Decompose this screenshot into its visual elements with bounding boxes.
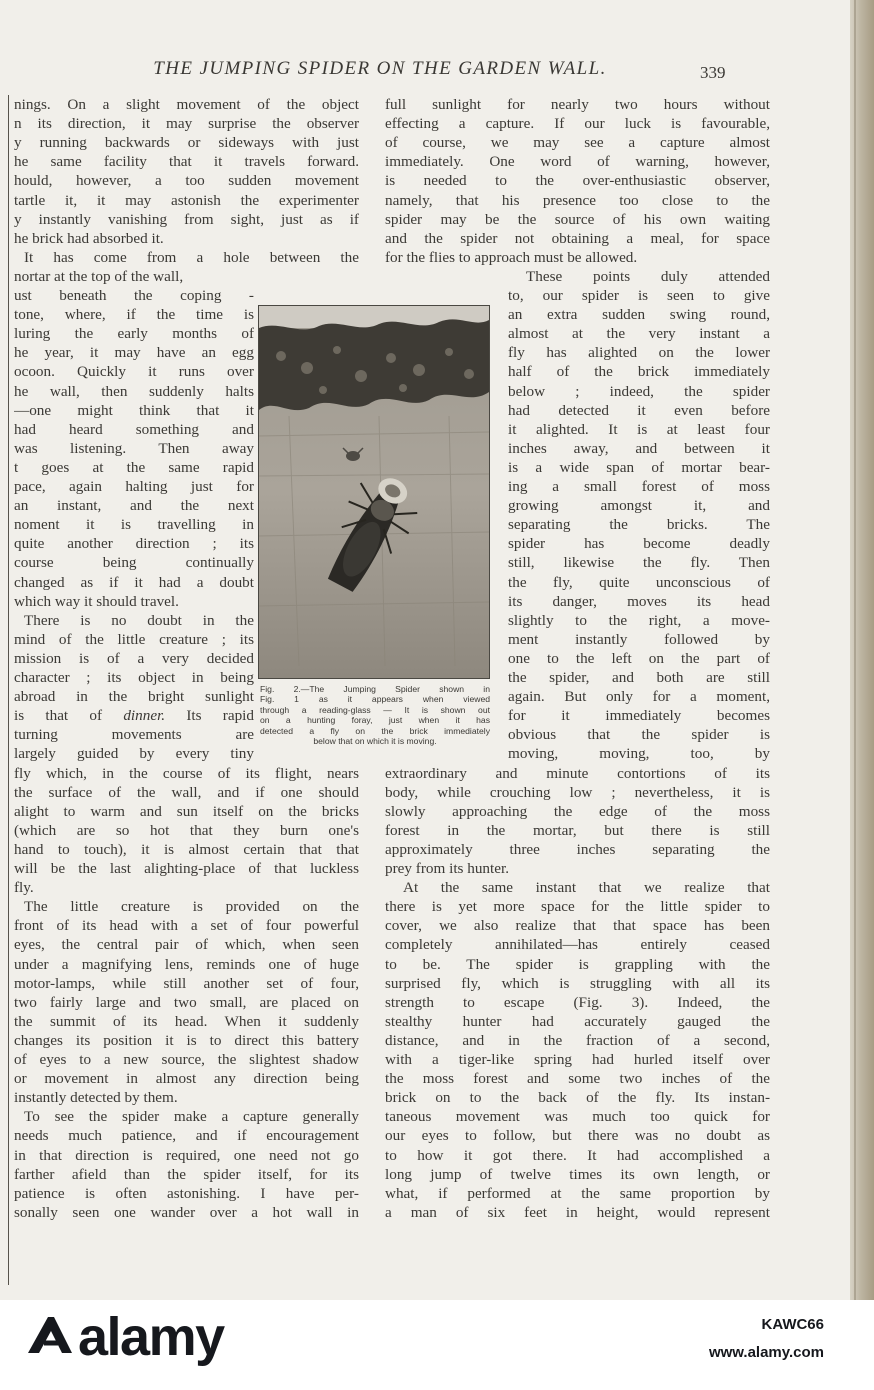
text-line: surprised fly, which is struggling with all its (385, 974, 770, 992)
text-line: again. But only for a moment, (508, 688, 770, 706)
caption-line: Fig. 1 as it appears when viewed (260, 694, 490, 705)
text-line: —one might think that it (14, 401, 254, 419)
text-line: body, while crouching low ; nevertheless, it is (385, 783, 770, 801)
text-line: fly. (14, 879, 34, 897)
text-line: course being continually (14, 554, 254, 572)
text-line: hould, however, a too sudden movement (14, 172, 359, 190)
text-line: effecting a capture. If our luck is favourable, (385, 115, 770, 133)
text-line: forest in the mortar, but there is still (385, 821, 770, 839)
text-line: moving, moving, too, by (508, 745, 770, 763)
text-line: one to the left on the part of (508, 649, 770, 667)
text-line: the spider, and both are still (508, 669, 770, 686)
text-line: what, if performed at the same proportion by (385, 1184, 770, 1202)
figure-caption (260, 684, 490, 746)
text-line: ust beneath the coping - (14, 287, 254, 304)
text-line: growing amongst it, and (508, 497, 770, 515)
text-line: completely annihilated—has entirely ceased (385, 936, 770, 954)
text-line: slightly to the right, a move- (508, 611, 770, 629)
spider-on-brick-photo (259, 306, 489, 678)
text-line: to, our spider is seen to give (508, 287, 770, 304)
text-line: under a magnifying lens, reminds one of huge (14, 955, 359, 973)
caption-line: detected a fly on the brick immediately (260, 725, 490, 736)
text-line: the fly, quite unconscious of (508, 573, 770, 591)
text-line: pace, again halting just for (14, 478, 254, 495)
text-line: it alighted. It is at least four (508, 420, 770, 438)
text-line: long jump of twelve times its own length, or (385, 1165, 770, 1183)
text-line: which way it should travel. (14, 592, 179, 610)
text-line: inches away, and between it (508, 439, 770, 457)
text-line: At the same instant that we realize that (403, 879, 770, 897)
text-line: changes its position it is to direct this battery (14, 1031, 359, 1049)
text-line: noment it is travelling in (14, 516, 254, 534)
text-line: cover, we also realize that that space has been (385, 917, 770, 935)
text-line: still, likewise the fly. Then (508, 554, 770, 572)
text-line: the moss forest and some two inches of the (385, 1070, 770, 1088)
text-line: spider may be the source of his own waiting (385, 210, 770, 228)
caption-line: Fig. 2.—The Jumping Spider shown in (260, 684, 490, 694)
text-line: he same facility that it travels forward. (14, 153, 359, 171)
text-line: motor-lamps, while still another set of four, (14, 974, 359, 992)
text-line: with a tiger-like spring had hurled itself over (385, 1051, 770, 1068)
text-line: y instantly vanishing from sight, just as if (14, 210, 359, 228)
text-line: sonally seen one wander over a hot wall in (14, 1203, 359, 1221)
text-line: instantly detected by them. (14, 1089, 178, 1107)
text-line: tartle it, it may astonish the experimenter (14, 191, 359, 209)
text-line: slowly approaching the edge of the moss (385, 802, 770, 820)
text-line: fly which, in the course of its flight, nears (14, 764, 359, 782)
alamy-logo (24, 1307, 224, 1367)
text-line: to how it got there. It had accomplished a (385, 1146, 770, 1164)
text-line: t goes at the same rapid (14, 458, 254, 476)
text-line: immediately. One word of warning, however, (385, 153, 770, 171)
text-line: y running backwards or sideways with just (14, 134, 359, 152)
text-line: he brick had absorbed it. (14, 229, 164, 247)
text-line: patience is often astonishing. I have per- (14, 1184, 359, 1202)
text-line: luring the early months of (14, 325, 254, 343)
text-line: nortar at the top of the wall, (14, 267, 184, 285)
image-id: KAWC66 (761, 1316, 824, 1333)
text-line: changed as if it had a doubt (14, 573, 254, 591)
text-line: the summit of its head. When it suddenly (14, 1012, 359, 1030)
text-line: mission is of a very decided (14, 649, 254, 667)
text-line: character ; its object in being (14, 669, 254, 686)
text-line: quite another direction ; its (14, 535, 254, 553)
text-line: for the flies to approach must be allowed. (385, 248, 638, 266)
text-line: will be the last alighting-place of that luckless (14, 860, 359, 877)
text-line: brick on to the back of the fly. Its instan- (385, 1089, 770, 1107)
text-line: taneous movement was much too quick for (385, 1108, 770, 1126)
text-line: strength to escape (Fig. 3). Indeed, the (385, 993, 770, 1011)
watermark-url[interactable]: www.alamy.com (708, 1344, 824, 1361)
text-line: an extra sudden swing round, (508, 306, 770, 324)
text-line: alight to warm and sun itself on the bricks (14, 802, 359, 820)
alamy-wordmark: alamy (78, 1307, 224, 1367)
gutter-rule (8, 95, 9, 1285)
text-line: the surface of the wall, and if one should (14, 783, 359, 801)
text-line: he wall, then suddenly halts (14, 382, 254, 400)
running-head: THE JUMPING SPIDER ON THE GARDEN WALL. (153, 58, 607, 79)
text-line: eyes, the central pair of which, when seen (14, 936, 359, 954)
text-line: To see the spider make a capture generally (24, 1108, 359, 1126)
text-line: tone, where, if the time is (14, 306, 254, 324)
text-line: full sunlight for nearly two hours without (385, 96, 770, 113)
text-line: nings. On a slight movement of the object (14, 96, 359, 113)
text-line: had detected it even before (508, 401, 770, 419)
text-line: There is no doubt in the (24, 611, 254, 629)
caption-line: through a reading-glass — It is shown out (260, 704, 490, 715)
text-line: mind of the little creature ; its (14, 630, 254, 648)
text-line: its danger, moves its head (508, 592, 770, 610)
text-line: is needed to the over-enthusiastic observer, (385, 172, 770, 190)
text-line: The little creature is provided on the (24, 898, 359, 916)
caption-line: below that on which it is moving. (313, 736, 437, 747)
text-line: below ; indeed, the spider (508, 382, 770, 400)
text-line: (which are so hot that they burn one's (14, 821, 359, 839)
text-line: obvious that the spider is (508, 726, 770, 744)
text-line: a man of six feet in height, would represent (385, 1203, 770, 1221)
text-line: ing a small forest of moss (508, 478, 770, 495)
text-line: approximately three inches separating the (385, 840, 770, 858)
text-line: These points duly attended (526, 267, 770, 285)
alamy-a-icon (24, 1313, 76, 1357)
text-line: ocoon. Quickly it runs over (14, 363, 254, 381)
text-line: distance, and in the fraction of a second, (385, 1031, 770, 1049)
figure-photograph (258, 305, 490, 679)
text-line: almost at the very instant a (508, 325, 770, 343)
text-line: is that of dinner. Its rapid (14, 707, 254, 725)
text-line: of eyes to a new source, the slightest shadow (14, 1051, 359, 1068)
text-line: was listening. Then away (14, 439, 254, 457)
text-line: to be. The spider is grappling with the (385, 955, 770, 973)
text-line: half of the brick immediately (508, 363, 770, 381)
page-number: 339 (700, 63, 726, 82)
text-line: needs much patience, and if encouragement (14, 1127, 359, 1145)
text-line: namely, that his presence too close to the (385, 191, 770, 209)
text-line: and the spider not obtaining a meal, for space (385, 229, 770, 247)
page-edge (850, 0, 874, 1300)
text-line: of course, we may see a capture almost (385, 134, 770, 152)
text-line: prey from its hunter. (385, 860, 510, 877)
text-line: ment instantly followed by (508, 630, 770, 648)
text-line: is a wide span of mortar bear- (508, 458, 770, 476)
text-line: there is yet more space for the little spider to (385, 898, 770, 916)
caption-line: on a hunting foray, just when it has (260, 715, 490, 726)
text-line: he year, it may have an egg (14, 344, 254, 362)
text-line: extraordinary and minute contortions of its (385, 764, 770, 782)
text-line: stealthy hunter had accurately gauged the (385, 1012, 770, 1030)
text-line: an instant, and the next (14, 497, 254, 515)
text-line: front of its head with a set of four powerful (14, 917, 359, 935)
text-line: for it immediately becomes (508, 707, 770, 725)
text-line: separating the bricks. The (508, 516, 770, 534)
text-line: our eyes to follow, but there was no doubt as (385, 1127, 770, 1145)
text-line: largely guided by every tiny (14, 745, 254, 763)
text-line: had heard something and (14, 420, 254, 438)
text-line: or movement in almost any direction being (14, 1070, 359, 1088)
text-line: fly has alighted on the lower (508, 344, 770, 362)
text-line: turning movements are (14, 726, 254, 744)
text-line: abroad in the bright sunlight (14, 688, 254, 706)
text-line: It has come from a hole between the (24, 248, 359, 266)
text-line: n its direction, it may surprise the observer (14, 115, 359, 133)
text-line: two fairly large and two small, are placed on (14, 993, 359, 1011)
text-line: hand to touch), it is almost certain that that (14, 840, 359, 858)
text-line: farther afield than the spider itself, for its (14, 1165, 359, 1183)
text-line: spider has become deadly (508, 535, 770, 553)
text-line: in that direction is required, one need not go (14, 1146, 359, 1164)
